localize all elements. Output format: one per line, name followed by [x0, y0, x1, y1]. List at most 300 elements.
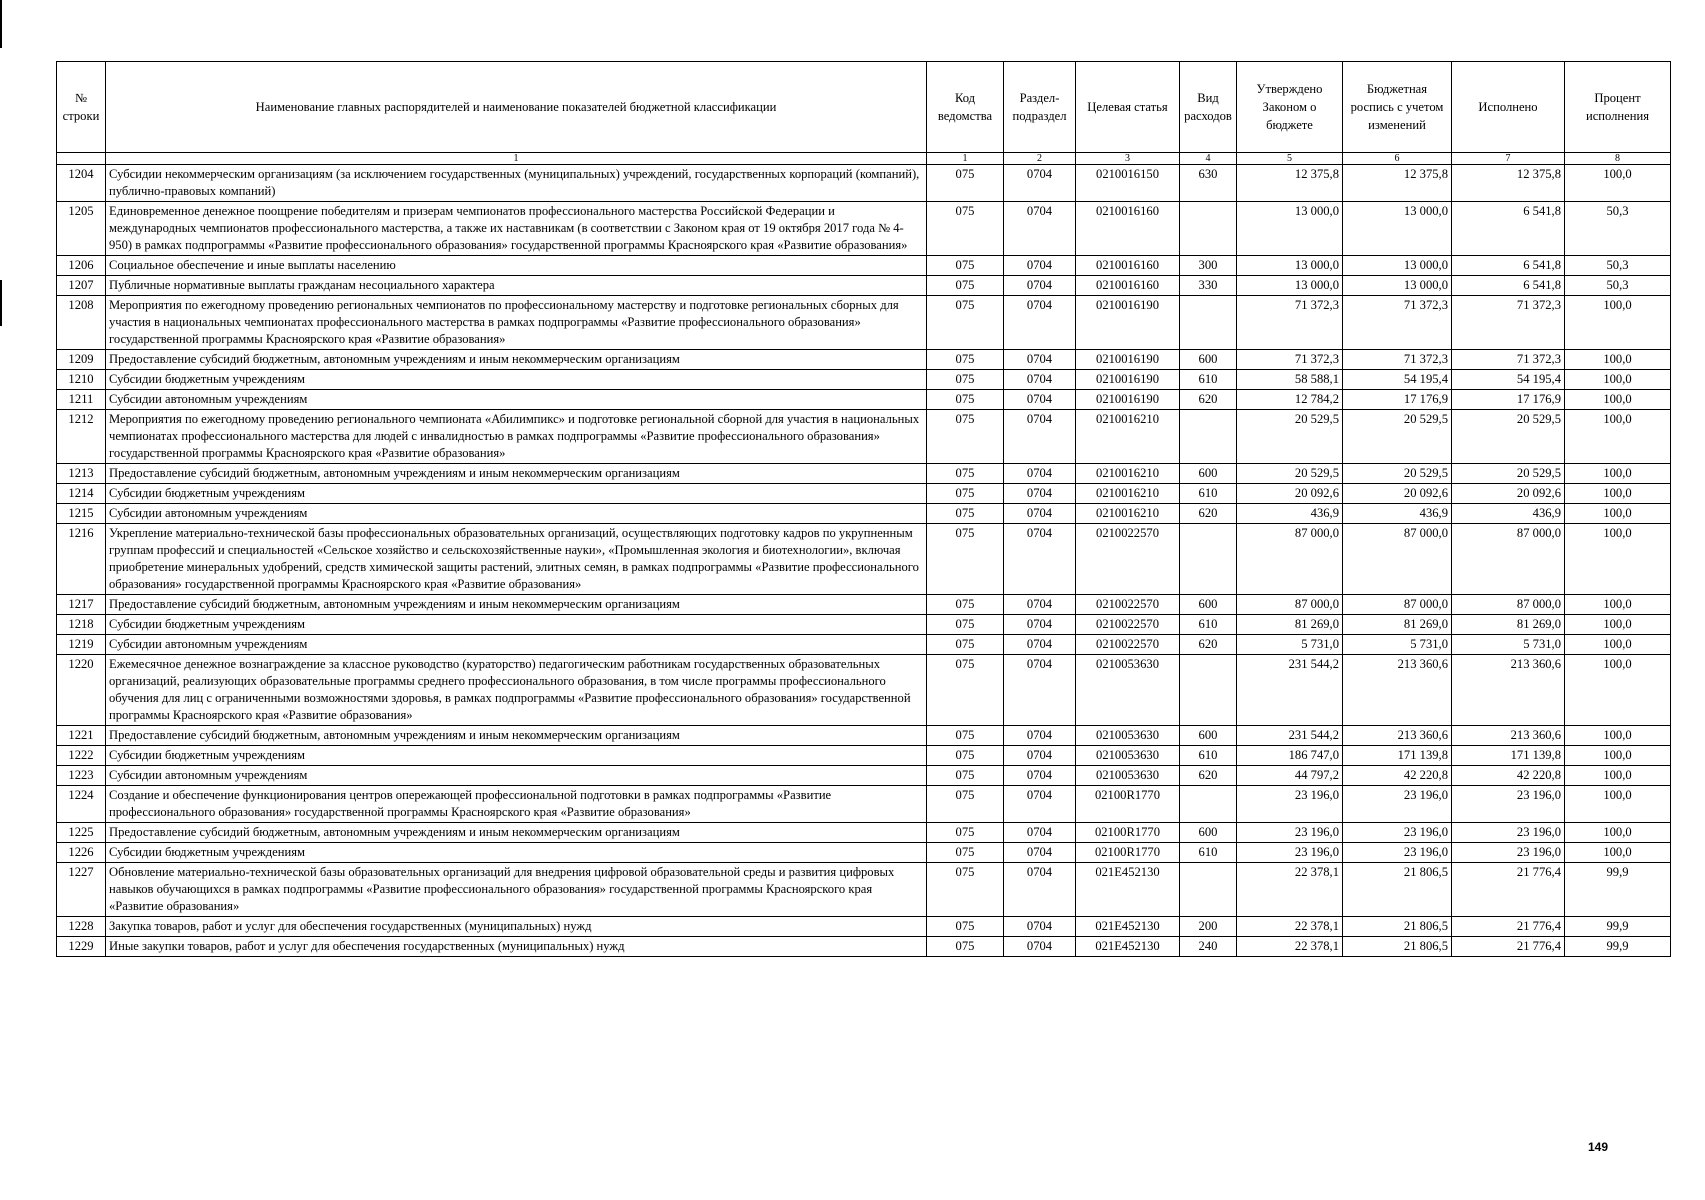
- header-executed: Исполнено: [1452, 62, 1565, 153]
- row-number-cell: 1205: [57, 202, 106, 256]
- expense-type-cell: 600: [1180, 350, 1237, 370]
- header-target: Целевая статья: [1076, 62, 1180, 153]
- table-row: [57, 863, 1671, 917]
- executed-cell: 6 541,8: [1452, 276, 1565, 296]
- executed-cell: 20 529,5: [1452, 464, 1565, 484]
- row-number-cell: 1213: [57, 464, 106, 484]
- executed-cell: 71 372,3: [1452, 350, 1565, 370]
- row-name-cell: Единовременное денежное поощрение победителям и призерам чемпионатов профессионального мастерства Российской Федерации и международных чемпионатов профессионального мастерства, а также их наставникам (в соответствии с Законом края от 19 октября 2017 года № 4-950) в рамках подпрограммы «Развитие профессионального образования» государственной программы Красноярского края «Развитие образования»: [106, 202, 927, 256]
- executed-cell: 436,9: [1452, 504, 1565, 524]
- budget-execution-table: [56, 61, 1671, 957]
- percent-cell: 100,0: [1565, 524, 1671, 595]
- header-dept-code: Код ведомства: [927, 62, 1004, 153]
- row-name-cell: Субсидии бюджетным учреждениям: [106, 615, 927, 635]
- budget-cell: 13 000,0: [1343, 256, 1452, 276]
- table-row: [57, 296, 1671, 350]
- budget-cell: 87 000,0: [1343, 595, 1452, 615]
- dept-code-cell: 075: [927, 823, 1004, 843]
- budget-cell: 71 372,3: [1343, 350, 1452, 370]
- budget-cell: 20 529,5: [1343, 464, 1452, 484]
- expense-type-cell: 300: [1180, 256, 1237, 276]
- target-cell: 0210016190: [1076, 370, 1180, 390]
- target-cell: 0210016210: [1076, 484, 1180, 504]
- row-number-cell: 1209: [57, 350, 106, 370]
- expense-type-cell: 610: [1180, 484, 1237, 504]
- budget-cell: 21 806,5: [1343, 863, 1452, 917]
- section-cell: 0704: [1004, 823, 1076, 843]
- target-cell: 02100R1770: [1076, 843, 1180, 863]
- expense-type-cell: 610: [1180, 746, 1237, 766]
- header-approved: Утверждено Законом о бюджете: [1237, 62, 1343, 153]
- budget-cell: 21 806,5: [1343, 917, 1452, 937]
- budget-cell: 23 196,0: [1343, 823, 1452, 843]
- row-name-cell: Мероприятия по ежегодному проведению регионального чемпионата «Абилимпикс» и подготовке региональной сборной для участия в национальных чемпионатах профессионального мастерства для людей с инвалидностью в рамках подпрограммы «Развитие профессионального образования» государственной программы Красноярского края «Развитие образования»: [106, 410, 927, 464]
- budget-cell: 17 176,9: [1343, 390, 1452, 410]
- table-row: [57, 615, 1671, 635]
- approved-cell: 13 000,0: [1237, 256, 1343, 276]
- page-number: 149: [1588, 1140, 1609, 1154]
- row-number-cell: 1217: [57, 595, 106, 615]
- percent-cell: 50,3: [1565, 256, 1671, 276]
- column-number: 2: [1004, 153, 1076, 165]
- percent-cell: 100,0: [1565, 655, 1671, 726]
- dept-code-cell: 075: [927, 410, 1004, 464]
- expense-type-cell: [1180, 786, 1237, 823]
- section-cell: 0704: [1004, 484, 1076, 504]
- column-number: 6: [1343, 153, 1452, 165]
- expense-type-cell: 600: [1180, 595, 1237, 615]
- approved-cell: 23 196,0: [1237, 823, 1343, 843]
- approved-cell: 5 731,0: [1237, 635, 1343, 655]
- expense-type-cell: 620: [1180, 390, 1237, 410]
- percent-cell: 99,9: [1565, 863, 1671, 917]
- percent-cell: 100,0: [1565, 370, 1671, 390]
- expense-type-cell: [1180, 863, 1237, 917]
- section-cell: 0704: [1004, 464, 1076, 484]
- percent-cell: 100,0: [1565, 484, 1671, 504]
- budget-cell: 171 139,8: [1343, 746, 1452, 766]
- approved-cell: 23 196,0: [1237, 843, 1343, 863]
- row-name-cell: Социальное обеспечение и иные выплаты населению: [106, 256, 927, 276]
- column-number: [57, 153, 106, 165]
- budget-cell: 12 375,8: [1343, 165, 1452, 202]
- approved-cell: 20 529,5: [1237, 464, 1343, 484]
- target-cell: 0210016210: [1076, 504, 1180, 524]
- percent-cell: 100,0: [1565, 635, 1671, 655]
- percent-cell: 50,3: [1565, 276, 1671, 296]
- target-cell: 0210016210: [1076, 410, 1180, 464]
- percent-cell: 100,0: [1565, 766, 1671, 786]
- approved-cell: 22 378,1: [1237, 917, 1343, 937]
- approved-cell: 231 544,2: [1237, 726, 1343, 746]
- budget-cell: 54 195,4: [1343, 370, 1452, 390]
- percent-cell: 100,0: [1565, 746, 1671, 766]
- row-name-cell: Субсидии автономным учреждениям: [106, 504, 927, 524]
- scan-edge-mark: [0, 0, 2, 48]
- percent-cell: 100,0: [1565, 296, 1671, 350]
- row-number-cell: 1207: [57, 276, 106, 296]
- column-number-row: [57, 153, 1671, 165]
- row-number-cell: 1225: [57, 823, 106, 843]
- percent-cell: 100,0: [1565, 615, 1671, 635]
- approved-cell: 12 375,8: [1237, 165, 1343, 202]
- target-cell: 02100R1770: [1076, 823, 1180, 843]
- executed-cell: 20 529,5: [1452, 410, 1565, 464]
- section-cell: 0704: [1004, 615, 1076, 635]
- expense-type-cell: 620: [1180, 635, 1237, 655]
- table-row: [57, 484, 1671, 504]
- expense-type-cell: 200: [1180, 917, 1237, 937]
- percent-cell: 100,0: [1565, 504, 1671, 524]
- dept-code-cell: 075: [927, 256, 1004, 276]
- table-row: [57, 390, 1671, 410]
- target-cell: 0210022570: [1076, 524, 1180, 595]
- approved-cell: 12 784,2: [1237, 390, 1343, 410]
- section-cell: 0704: [1004, 843, 1076, 863]
- expense-type-cell: 330: [1180, 276, 1237, 296]
- executed-cell: 12 375,8: [1452, 165, 1565, 202]
- row-number-cell: 1221: [57, 726, 106, 746]
- table-row: [57, 595, 1671, 615]
- approved-cell: 44 797,2: [1237, 766, 1343, 786]
- table-row: [57, 504, 1671, 524]
- dept-code-cell: 075: [927, 464, 1004, 484]
- percent-cell: 100,0: [1565, 843, 1671, 863]
- percent-cell: 100,0: [1565, 726, 1671, 746]
- expense-type-cell: [1180, 655, 1237, 726]
- row-name-cell: Субсидии некоммерческим организациям (за исключением государственных (муниципальных) учреждений, государственных корпораций (компаний), публично-правовых компаний): [106, 165, 927, 202]
- table-row: [57, 202, 1671, 256]
- target-cell: 0210053630: [1076, 655, 1180, 726]
- expense-type-cell: 610: [1180, 615, 1237, 635]
- column-number: 8: [1565, 153, 1671, 165]
- column-number: 4: [1180, 153, 1237, 165]
- row-name-cell: Закупка товаров, работ и услуг для обеспечения государственных (муниципальных) нужд: [106, 917, 927, 937]
- percent-cell: 100,0: [1565, 823, 1671, 843]
- header-expense-type: Вид расходов: [1180, 62, 1237, 153]
- row-number-cell: 1223: [57, 766, 106, 786]
- row-number-cell: 1214: [57, 484, 106, 504]
- table-row: [57, 635, 1671, 655]
- dept-code-cell: 075: [927, 484, 1004, 504]
- expense-type-cell: 600: [1180, 726, 1237, 746]
- row-number-cell: 1215: [57, 504, 106, 524]
- approved-cell: 81 269,0: [1237, 615, 1343, 635]
- target-cell: 0210022570: [1076, 635, 1180, 655]
- row-name-cell: Субсидии автономным учреждениям: [106, 635, 927, 655]
- row-number-cell: 1229: [57, 937, 106, 957]
- table-row: [57, 655, 1671, 726]
- table-row: [57, 917, 1671, 937]
- section-cell: 0704: [1004, 726, 1076, 746]
- section-cell: 0704: [1004, 276, 1076, 296]
- approved-cell: 13 000,0: [1237, 276, 1343, 296]
- column-number: 7: [1452, 153, 1565, 165]
- dept-code-cell: 075: [927, 390, 1004, 410]
- header-percent: Процент исполнения: [1565, 62, 1671, 153]
- expense-type-cell: [1180, 410, 1237, 464]
- row-name-cell: Субсидии бюджетным учреждениям: [106, 370, 927, 390]
- executed-cell: 5 731,0: [1452, 635, 1565, 655]
- budget-cell: 213 360,6: [1343, 726, 1452, 746]
- header-name: Наименование главных распорядителей и наименование показателей бюджетной классификации: [106, 62, 927, 153]
- target-cell: 021E452130: [1076, 863, 1180, 917]
- table-row: [57, 370, 1671, 390]
- approved-cell: 58 588,1: [1237, 370, 1343, 390]
- budget-cell: 213 360,6: [1343, 655, 1452, 726]
- target-cell: 0210016190: [1076, 390, 1180, 410]
- dept-code-cell: 075: [927, 370, 1004, 390]
- row-number-cell: 1216: [57, 524, 106, 595]
- approved-cell: 87 000,0: [1237, 595, 1343, 615]
- executed-cell: 23 196,0: [1452, 786, 1565, 823]
- executed-cell: 42 220,8: [1452, 766, 1565, 786]
- column-number: 1: [106, 153, 927, 165]
- section-cell: 0704: [1004, 635, 1076, 655]
- header-section: Раздел-подраздел: [1004, 62, 1076, 153]
- row-name-cell: Создание и обеспечение функционирования центров опережающей профессиональной подготовки в рамках подпрограммы «Развитие профессионального образования» государственной программы Красноярского края «Развитие образования»: [106, 786, 927, 823]
- target-cell: 0210016160: [1076, 276, 1180, 296]
- approved-cell: 22 378,1: [1237, 863, 1343, 917]
- row-name-cell: Субсидии бюджетным учреждениям: [106, 746, 927, 766]
- table-row: [57, 350, 1671, 370]
- row-number-cell: 1211: [57, 390, 106, 410]
- dept-code-cell: 075: [927, 937, 1004, 957]
- table-row: [57, 786, 1671, 823]
- executed-cell: 6 541,8: [1452, 202, 1565, 256]
- column-number: 3: [1076, 153, 1180, 165]
- expense-type-cell: [1180, 202, 1237, 256]
- dept-code-cell: 075: [927, 726, 1004, 746]
- row-name-cell: Субсидии бюджетным учреждениям: [106, 843, 927, 863]
- section-cell: 0704: [1004, 165, 1076, 202]
- percent-cell: 100,0: [1565, 390, 1671, 410]
- executed-cell: 21 776,4: [1452, 863, 1565, 917]
- section-cell: 0704: [1004, 766, 1076, 786]
- budget-cell: 13 000,0: [1343, 202, 1452, 256]
- budget-cell: 23 196,0: [1343, 786, 1452, 823]
- budget-cell: 81 269,0: [1343, 615, 1452, 635]
- budget-cell: 23 196,0: [1343, 843, 1452, 863]
- row-name-cell: Субсидии автономным учреждениям: [106, 766, 927, 786]
- executed-cell: 87 000,0: [1452, 595, 1565, 615]
- row-name-cell: Мероприятия по ежегодному проведению региональных чемпионатов по профессиональному мастерству и подготовке региональных сборных для участия в национальных чемпионатах профессионального мастерства в рамках подпрограммы «Развитие профессионального образования» государственной программы Красноярского края «Развитие образования»: [106, 296, 927, 350]
- expense-type-cell: 600: [1180, 823, 1237, 843]
- section-cell: 0704: [1004, 524, 1076, 595]
- section-cell: 0704: [1004, 863, 1076, 917]
- approved-cell: 20 092,6: [1237, 484, 1343, 504]
- approved-cell: 231 544,2: [1237, 655, 1343, 726]
- expense-type-cell: 240: [1180, 937, 1237, 957]
- executed-cell: 20 092,6: [1452, 484, 1565, 504]
- row-name-cell: Предоставление субсидий бюджетным, автономным учреждениям и иным некоммерческим организациям: [106, 350, 927, 370]
- dept-code-cell: 075: [927, 202, 1004, 256]
- dept-code-cell: 075: [927, 595, 1004, 615]
- row-name-cell: Укрепление материально-технической базы профессиональных образовательных организаций, осуществляющих подготовку кадров по укрупненным группам профессий и специальностей «Сельское хозяйство и сельскохозяйственные науки», «Промышленная экология и биотехнологии», включая приобретение минеральных удобрений, средств химической защиты растений, элитных семян, в рамках подпрограммы «Развитие профессионального образования» государственной программы Красноярского края «Развитие образования»: [106, 524, 927, 595]
- row-name-cell: Иные закупки товаров, работ и услуг для обеспечения государственных (муниципальных) нужд: [106, 937, 927, 957]
- row-name-cell: Предоставление субсидий бюджетным, автономным учреждениям и иным некоммерческим организациям: [106, 595, 927, 615]
- approved-cell: 13 000,0: [1237, 202, 1343, 256]
- table-row: [57, 276, 1671, 296]
- table-row: [57, 165, 1671, 202]
- budget-table-wrapper: [56, 61, 1670, 957]
- executed-cell: 21 776,4: [1452, 937, 1565, 957]
- section-cell: 0704: [1004, 746, 1076, 766]
- row-number-cell: 1208: [57, 296, 106, 350]
- target-cell: 0210016210: [1076, 464, 1180, 484]
- percent-cell: 100,0: [1565, 410, 1671, 464]
- expense-type-cell: [1180, 296, 1237, 350]
- table-row: [57, 256, 1671, 276]
- expense-type-cell: 610: [1180, 843, 1237, 863]
- dept-code-cell: 075: [927, 766, 1004, 786]
- section-cell: 0704: [1004, 350, 1076, 370]
- percent-cell: 99,9: [1565, 917, 1671, 937]
- table-row: [57, 464, 1671, 484]
- percent-cell: 100,0: [1565, 165, 1671, 202]
- table-row: [57, 726, 1671, 746]
- executed-cell: 17 176,9: [1452, 390, 1565, 410]
- row-number-cell: 1218: [57, 615, 106, 635]
- row-number-cell: 1220: [57, 655, 106, 726]
- target-cell: 0210016190: [1076, 350, 1180, 370]
- table-row: [57, 746, 1671, 766]
- dept-code-cell: 075: [927, 504, 1004, 524]
- executed-cell: 87 000,0: [1452, 524, 1565, 595]
- table-row: [57, 410, 1671, 464]
- expense-type-cell: 630: [1180, 165, 1237, 202]
- row-name-cell: Предоставление субсидий бюджетным, автономным учреждениям и иным некоммерческим организациям: [106, 464, 927, 484]
- row-number-cell: 1206: [57, 256, 106, 276]
- table-row: [57, 524, 1671, 595]
- table-body: [57, 165, 1671, 957]
- target-cell: 0210022570: [1076, 615, 1180, 635]
- row-number-cell: 1204: [57, 165, 106, 202]
- executed-cell: 71 372,3: [1452, 296, 1565, 350]
- row-number-cell: 1228: [57, 917, 106, 937]
- section-cell: 0704: [1004, 202, 1076, 256]
- column-number: 5: [1237, 153, 1343, 165]
- section-cell: 0704: [1004, 917, 1076, 937]
- executed-cell: 213 360,6: [1452, 726, 1565, 746]
- budget-cell: 21 806,5: [1343, 937, 1452, 957]
- dept-code-cell: 075: [927, 786, 1004, 823]
- executed-cell: 81 269,0: [1452, 615, 1565, 635]
- target-cell: 021E452130: [1076, 937, 1180, 957]
- table-row: [57, 823, 1671, 843]
- approved-cell: 71 372,3: [1237, 350, 1343, 370]
- budget-cell: 5 731,0: [1343, 635, 1452, 655]
- target-cell: 0210016190: [1076, 296, 1180, 350]
- row-name-cell: Предоставление субсидий бюджетным, автономным учреждениям и иным некоммерческим организациям: [106, 726, 927, 746]
- target-cell: 0210022570: [1076, 595, 1180, 615]
- target-cell: 0210053630: [1076, 746, 1180, 766]
- section-cell: 0704: [1004, 296, 1076, 350]
- dept-code-cell: 075: [927, 524, 1004, 595]
- table-row: [57, 937, 1671, 957]
- section-cell: 0704: [1004, 595, 1076, 615]
- approved-cell: 87 000,0: [1237, 524, 1343, 595]
- target-cell: 021E452130: [1076, 917, 1180, 937]
- dept-code-cell: 075: [927, 917, 1004, 937]
- target-cell: 0210016160: [1076, 256, 1180, 276]
- header-budget: Бюджетная роспись с учетом изменений: [1343, 62, 1452, 153]
- row-number-cell: 1219: [57, 635, 106, 655]
- table-header-row: [57, 62, 1671, 153]
- dept-code-cell: 075: [927, 655, 1004, 726]
- approved-cell: 186 747,0: [1237, 746, 1343, 766]
- approved-cell: 22 378,1: [1237, 937, 1343, 957]
- section-cell: 0704: [1004, 937, 1076, 957]
- section-cell: 0704: [1004, 504, 1076, 524]
- approved-cell: 436,9: [1237, 504, 1343, 524]
- row-name-cell: Субсидии автономным учреждениям: [106, 390, 927, 410]
- budget-cell: 13 000,0: [1343, 276, 1452, 296]
- dept-code-cell: 075: [927, 615, 1004, 635]
- budget-cell: 87 000,0: [1343, 524, 1452, 595]
- percent-cell: 100,0: [1565, 595, 1671, 615]
- percent-cell: 100,0: [1565, 350, 1671, 370]
- target-cell: 0210053630: [1076, 766, 1180, 786]
- dept-code-cell: 075: [927, 276, 1004, 296]
- row-number-cell: 1210: [57, 370, 106, 390]
- dept-code-cell: 075: [927, 843, 1004, 863]
- row-name-cell: Публичные нормативные выплаты гражданам несоциального характера: [106, 276, 927, 296]
- budget-cell: 71 372,3: [1343, 296, 1452, 350]
- target-cell: 0210016160: [1076, 202, 1180, 256]
- scan-edge-mark: [0, 280, 2, 326]
- row-number-cell: 1224: [57, 786, 106, 823]
- budget-cell: 20 092,6: [1343, 484, 1452, 504]
- row-name-cell: Обновление материально-технической базы образовательных организаций для внедрения цифровой образовательной среды и развития цифровых навыков обучающихся в рамках подпрограммы «Развитие профессионального образования» государственной программы Красноярского края «Развитие образования»: [106, 863, 927, 917]
- executed-cell: 213 360,6: [1452, 655, 1565, 726]
- table-row: [57, 843, 1671, 863]
- dept-code-cell: 075: [927, 165, 1004, 202]
- executed-cell: 54 195,4: [1452, 370, 1565, 390]
- target-cell: 02100R1770: [1076, 786, 1180, 823]
- dept-code-cell: 075: [927, 296, 1004, 350]
- dept-code-cell: 075: [927, 350, 1004, 370]
- row-name-cell: Субсидии бюджетным учреждениям: [106, 484, 927, 504]
- executed-cell: 23 196,0: [1452, 823, 1565, 843]
- expense-type-cell: 620: [1180, 766, 1237, 786]
- dept-code-cell: 075: [927, 746, 1004, 766]
- executed-cell: 21 776,4: [1452, 917, 1565, 937]
- section-cell: 0704: [1004, 370, 1076, 390]
- executed-cell: 6 541,8: [1452, 256, 1565, 276]
- expense-type-cell: 610: [1180, 370, 1237, 390]
- percent-cell: 50,3: [1565, 202, 1671, 256]
- percent-cell: 100,0: [1565, 464, 1671, 484]
- section-cell: 0704: [1004, 410, 1076, 464]
- column-number: 1: [927, 153, 1004, 165]
- budget-cell: 436,9: [1343, 504, 1452, 524]
- header-row-number: № строки: [57, 62, 106, 153]
- dept-code-cell: 075: [927, 635, 1004, 655]
- section-cell: 0704: [1004, 390, 1076, 410]
- section-cell: 0704: [1004, 786, 1076, 823]
- approved-cell: 71 372,3: [1237, 296, 1343, 350]
- row-name-cell: Ежемесячное денежное вознаграждение за классное руководство (кураторство) педагогическим работникам государственных образовательных организаций, реализующих образовательные программы среднего профессионального образования, в том числе программы профессионального обучения для лиц с ограниченными возможностями здоровья, в рамках подпрограммы «Развитие профессионального образования» государственной программы Красноярского края «Развитие образования»: [106, 655, 927, 726]
- expense-type-cell: 620: [1180, 504, 1237, 524]
- row-number-cell: 1226: [57, 843, 106, 863]
- section-cell: 0704: [1004, 655, 1076, 726]
- expense-type-cell: [1180, 524, 1237, 595]
- expense-type-cell: 600: [1180, 464, 1237, 484]
- budget-cell: 42 220,8: [1343, 766, 1452, 786]
- dept-code-cell: 075: [927, 863, 1004, 917]
- budget-cell: 20 529,5: [1343, 410, 1452, 464]
